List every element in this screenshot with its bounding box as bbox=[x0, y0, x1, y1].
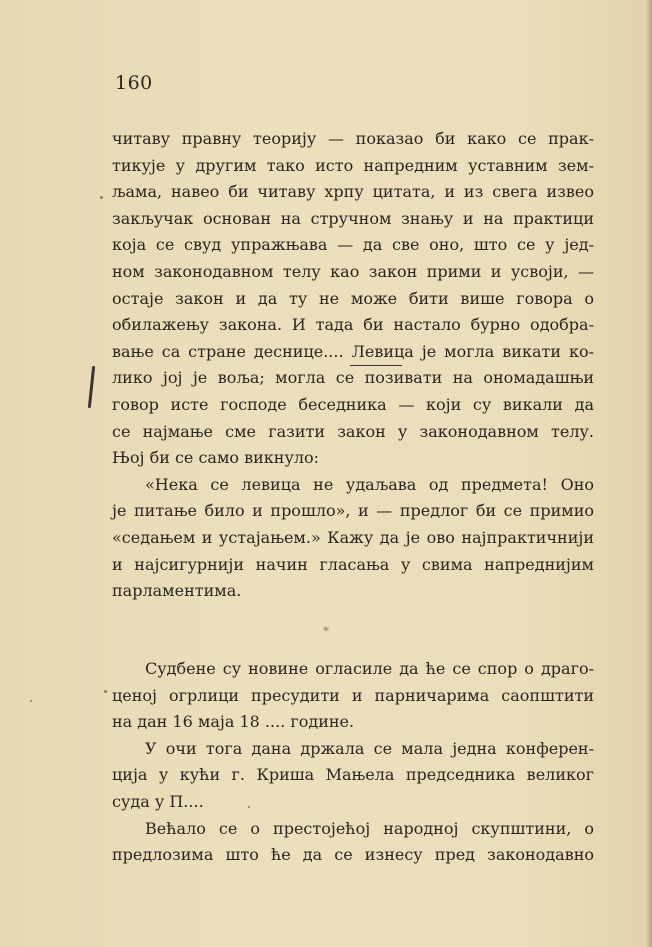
text-line: обилажењу закона. И тада би настало бурно одобра- bbox=[112, 315, 594, 335]
text-line: ном законодавном телу као закон прими и усвоји, — bbox=[112, 261, 594, 281]
pencil-underline-mark bbox=[350, 365, 402, 366]
text-line: љама, навео би читаву хрпу цитата, и из свега извео bbox=[112, 182, 594, 202]
paper-speck bbox=[248, 806, 250, 808]
text-line: У очи тога дана држала се мала једна конферен- bbox=[145, 738, 594, 758]
text-line: је питање било и прошло», и — предлог би се примио bbox=[112, 501, 594, 521]
text-line: Већало се о престојећој народној скупштини, о bbox=[145, 818, 594, 838]
text-line: на дан 16 маја 18 .... године. bbox=[112, 712, 355, 732]
page-number: 160 bbox=[115, 72, 153, 94]
text-line: и најсигурнији начин гласања у свима напреднијим bbox=[112, 554, 594, 574]
text-line: суда у П.... bbox=[112, 791, 204, 811]
text-line: лико јој је воља; могла се позивати на ономадашњи bbox=[112, 368, 594, 388]
text-line: парламентима. bbox=[112, 581, 242, 601]
text-line: тикује у другим тако исто напредним уставним зем- bbox=[112, 155, 594, 175]
paragraph-block-2 bbox=[112, 656, 594, 869]
section-separator: * bbox=[323, 624, 329, 638]
paper-speck bbox=[100, 196, 103, 199]
text-line: ценој огрлици пресудити и парничарима саопштити bbox=[112, 685, 594, 705]
text-line: ција у кући г. Криша Мањела председника великог bbox=[112, 765, 594, 785]
text-line: говор исте господе беседника — који су викали да bbox=[112, 394, 594, 414]
text-line: предлозима што ће да се изнесу пред законодавно bbox=[112, 845, 594, 865]
pencil-margin-mark bbox=[88, 366, 95, 408]
text-line: Њој би се само викнуло: bbox=[112, 448, 320, 468]
paper-speck bbox=[30, 700, 32, 702]
page-edge-shadow bbox=[646, 0, 652, 947]
text-line: остаје закон и да ту не може бити више говора о bbox=[112, 288, 594, 308]
text-line: «Нека се левица не удаљава од предмета! Оно bbox=[145, 474, 594, 494]
text-line: која се свуд упражњава — да све оно, што се у јед- bbox=[112, 235, 594, 255]
paper-speck bbox=[104, 690, 107, 693]
text-line: закључак основан на стручном знању и на практици bbox=[112, 208, 594, 228]
text-line: «седањем и устајањем.» Кажу да је ово најпрактичнији bbox=[112, 527, 594, 547]
text-line: Судбене су новине огласиле да ће се спор о драго- bbox=[145, 659, 594, 678]
text-line: вање са стране деснице.... Левица је могла викати ко- bbox=[112, 341, 594, 361]
text-line: се најмање сме газити закон у законодавном телу. bbox=[112, 421, 594, 441]
text-line: читаву правну теорију — показао би како се прак- bbox=[112, 129, 594, 148]
